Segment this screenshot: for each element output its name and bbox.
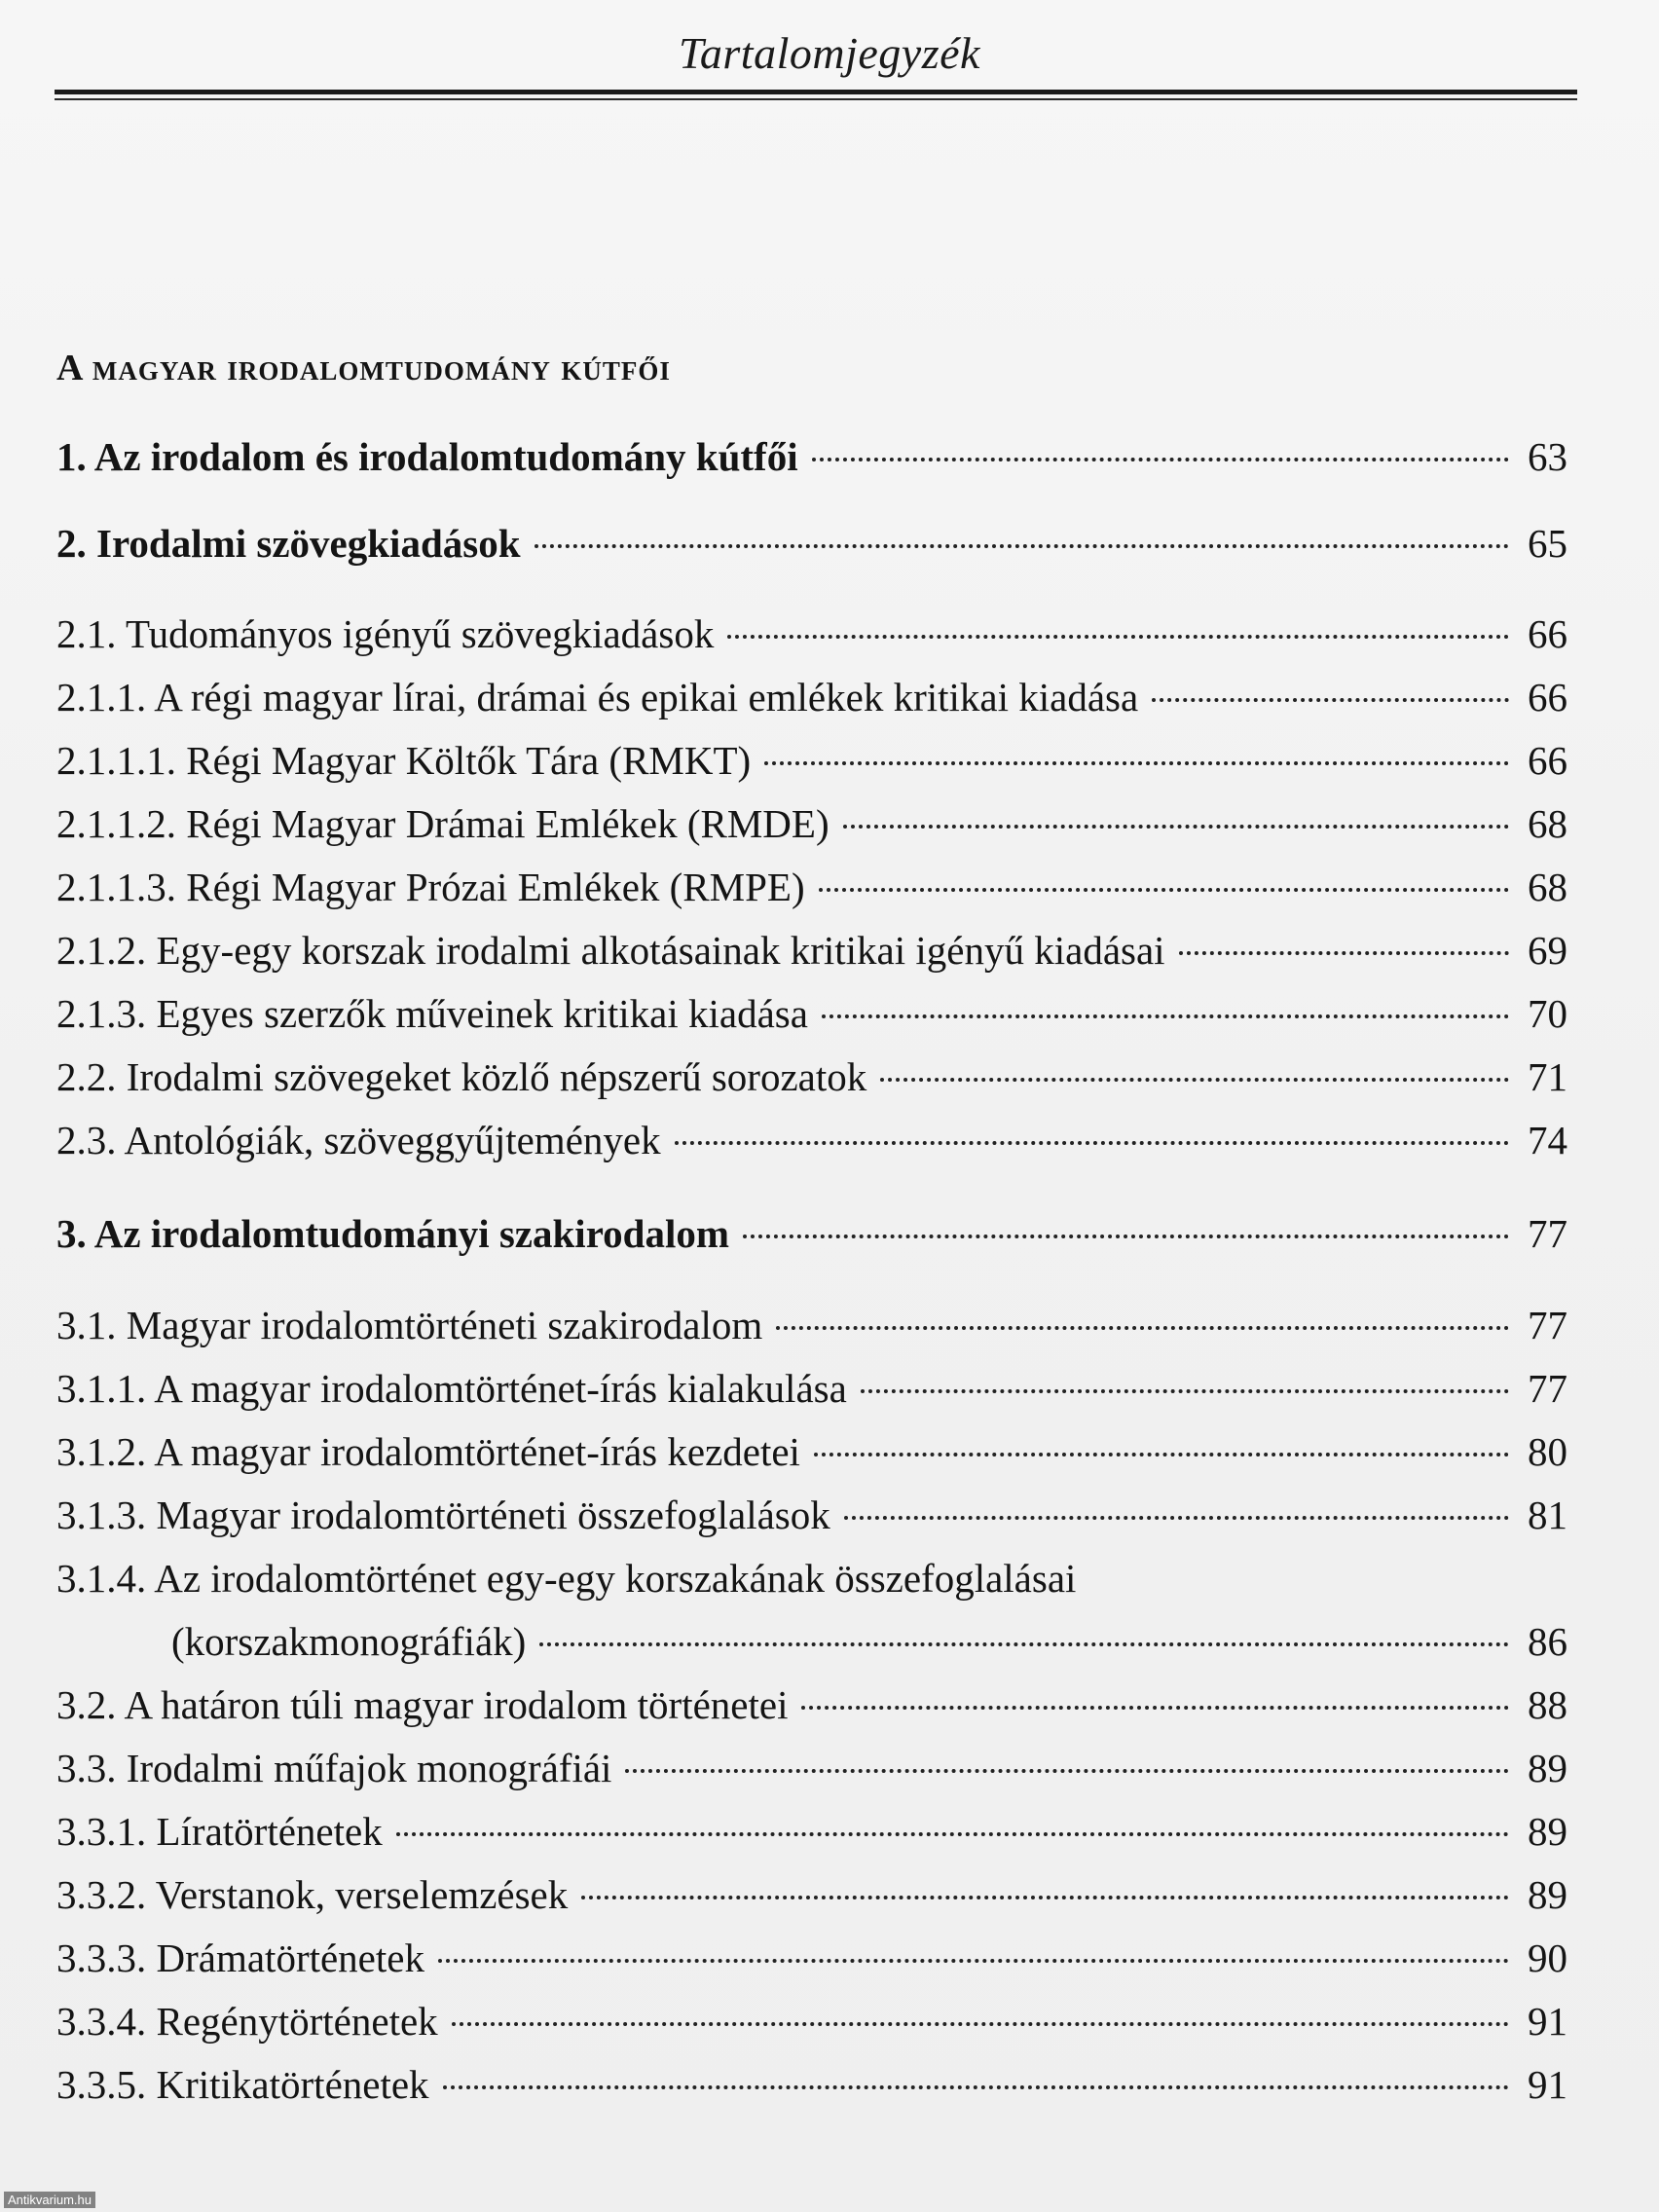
toc-leader-dots (1179, 951, 1509, 955)
toc-leader-dots (535, 544, 1509, 548)
toc-entry-page: 66 (1528, 738, 1567, 783)
toc-leader-dots (844, 1516, 1509, 1520)
toc-leader-dots (581, 1896, 1509, 1899)
header-rule-thin (55, 98, 1577, 100)
toc-entry-page: 91 (1528, 2062, 1567, 2107)
toc-entry-title: 2.1. Tudományos igényű szövegkiadások (56, 611, 715, 656)
toc-entry-title: (korszakmonográfiák) (171, 1619, 527, 1664)
toc-leader-dots (396, 1832, 1509, 1836)
toc-leader-dots (625, 1769, 1509, 1773)
toc-entry (56, 736, 1567, 785)
toc-leader-dots (801, 1706, 1509, 1710)
toc-entry-title: 3.3.1. Líratörténetek (56, 1809, 383, 1854)
toc-entry (56, 673, 1567, 721)
header-rule-thick (55, 90, 1577, 94)
toc-entry-page: 80 (1528, 1429, 1567, 1474)
toc-entry (56, 863, 1567, 911)
toc-leader-dots (452, 2022, 1509, 2026)
toc-entry-page: 70 (1528, 991, 1567, 1036)
toc-entry (56, 1807, 1567, 1856)
toc-entry-title: 3.3.4. Regénytörténetek (56, 1999, 438, 2044)
toc-leader-dots (819, 888, 1509, 892)
toc-entry-page: 71 (1528, 1054, 1567, 1099)
toc-entry-title: 2.1.1.2. Régi Magyar Drámai Emlékek (RMDE) (56, 801, 830, 846)
toc-entry-title: 3.1. Magyar irodalomtörténeti szakirodalom (56, 1303, 763, 1347)
toc-entry-page: 66 (1528, 675, 1567, 719)
toc-leader-dots (443, 2085, 1509, 2089)
toc-entry-page: 77 (1528, 1211, 1567, 1256)
toc-entry (56, 1209, 1567, 1258)
toc-entry (56, 1617, 1567, 1666)
running-head: Tartalomjegyzék (679, 28, 980, 78)
toc-leader-dots (539, 1642, 1509, 1646)
toc-entry-title: 3.1.2. A magyar irodalomtörténet-írás kezdetei (56, 1429, 800, 1474)
toc-leader-dots (843, 825, 1509, 829)
toc-entry-title: 3.1.1. A magyar irodalomtörténet-írás kialakulása (56, 1366, 847, 1411)
toc-entry (56, 1052, 1567, 1101)
toc-entry-page: 69 (1528, 928, 1567, 973)
toc-entry-page: 65 (1528, 521, 1567, 566)
watermark: Antikvarium.hu (4, 2192, 95, 2208)
toc-leader-dots (776, 1326, 1509, 1330)
toc-entry-title: 3.2. A határon túli magyar irodalom történetei (56, 1682, 789, 1727)
toc-entry-title-first-line: 3.1.4. Az irodalomtörténet egy-egy korszakának összefoglalásai (56, 1556, 1077, 1601)
toc-entry-page: 91 (1528, 1999, 1567, 2044)
toc-entry-page: 68 (1528, 865, 1567, 909)
toc-entry-page: 74 (1528, 1118, 1567, 1162)
toc-entry-page: 89 (1528, 1872, 1567, 1917)
toc-entry (56, 1870, 1567, 1919)
toc-leader-dots (764, 761, 1509, 765)
toc-entry-title: 2. Irodalmi szövegkiadások (56, 521, 521, 566)
toc-entry-title: 3.3. Irodalmi műfajok monográfiái (56, 1746, 612, 1790)
toc-entry (56, 1364, 1567, 1413)
toc-entry (56, 1680, 1567, 1729)
toc-entry (56, 1997, 1567, 2046)
toc-entry-title: 2.1.1.3. Régi Magyar Prózai Emlékek (RMPE) (56, 865, 805, 909)
toc-entry (56, 1427, 1567, 1476)
toc-entry (56, 1934, 1567, 1982)
toc-leader-dots (743, 1235, 1509, 1238)
toc-entry-page: 68 (1528, 801, 1567, 846)
toc-leader-dots (438, 1959, 1509, 1963)
toc-entry-title: 3. Az irodalomtudományi szakirodalom (56, 1211, 729, 1256)
toc-entry-page: 86 (1528, 1619, 1567, 1664)
toc-leader-dots (675, 1141, 1509, 1145)
toc-leader-dots (861, 1389, 1509, 1393)
toc-entry (56, 432, 1567, 481)
toc-leader-dots (1152, 698, 1509, 702)
toc-entry-title: 2.1.2. Egy-egy korszak irodalmi alkotásainak kritikai igényű kiadásai (56, 928, 1165, 973)
toc-entry (56, 799, 1567, 848)
toc-entry (56, 926, 1567, 975)
toc-entry-title: 3.3.2. Verstanok, verselemzések (56, 1872, 569, 1917)
toc-leader-dots (812, 458, 1509, 461)
toc-entry-title: 2.1.1. A régi magyar lírai, drámai és epikai emlékek kritikai kiadása (56, 675, 1139, 719)
toc-entry-page: 89 (1528, 1809, 1567, 1854)
toc-leader-dots (880, 1078, 1509, 1082)
toc-entry (56, 1491, 1567, 1539)
toc-entry-title: 2.1.1.1. Régi Magyar Költők Tára (RMKT) (56, 738, 752, 783)
toc-entry-title: 3.1.3. Magyar irodalomtörténeti összefoglalások (56, 1493, 830, 1537)
toc-entry (56, 519, 1567, 568)
toc-entry-page: 77 (1528, 1303, 1567, 1347)
toc-entry-title: 2.2. Irodalmi szövegeket közlő népszerű sorozatok (56, 1054, 867, 1099)
part-heading: A magyar irodalomtudomány kútfői (56, 348, 671, 388)
toc-entry-title: 1. Az irodalom és irodalomtudomány kútfői (56, 434, 798, 479)
toc-entry-title: 3.3.5. Kritikatörténetek (56, 2062, 429, 2107)
toc-entry-page: 77 (1528, 1366, 1567, 1411)
toc-leader-dots (727, 635, 1509, 639)
toc-entry (56, 609, 1567, 658)
toc-entry (56, 1116, 1567, 1164)
toc-entry-title: 2.3. Antológiák, szöveggyűjtemények (56, 1118, 661, 1162)
toc-entry (56, 1744, 1567, 1792)
toc-entry-page: 81 (1528, 1493, 1567, 1537)
toc-leader-dots (822, 1014, 1509, 1018)
toc-entry-page: 89 (1528, 1746, 1567, 1790)
toc-entry (56, 2060, 1567, 2109)
toc-entry (56, 989, 1567, 1038)
toc-entry-title: 3.3.3. Drámatörténetek (56, 1936, 424, 1980)
toc-entry-page: 63 (1528, 434, 1567, 479)
toc-leader-dots (814, 1453, 1509, 1456)
toc-entry (56, 1301, 1567, 1349)
toc-entry-page: 90 (1528, 1936, 1567, 1980)
toc-entry-page: 66 (1528, 611, 1567, 656)
toc-entry-page: 88 (1528, 1682, 1567, 1727)
toc-entry-title: 2.1.3. Egyes szerzők műveinek kritikai kiadása (56, 991, 808, 1036)
